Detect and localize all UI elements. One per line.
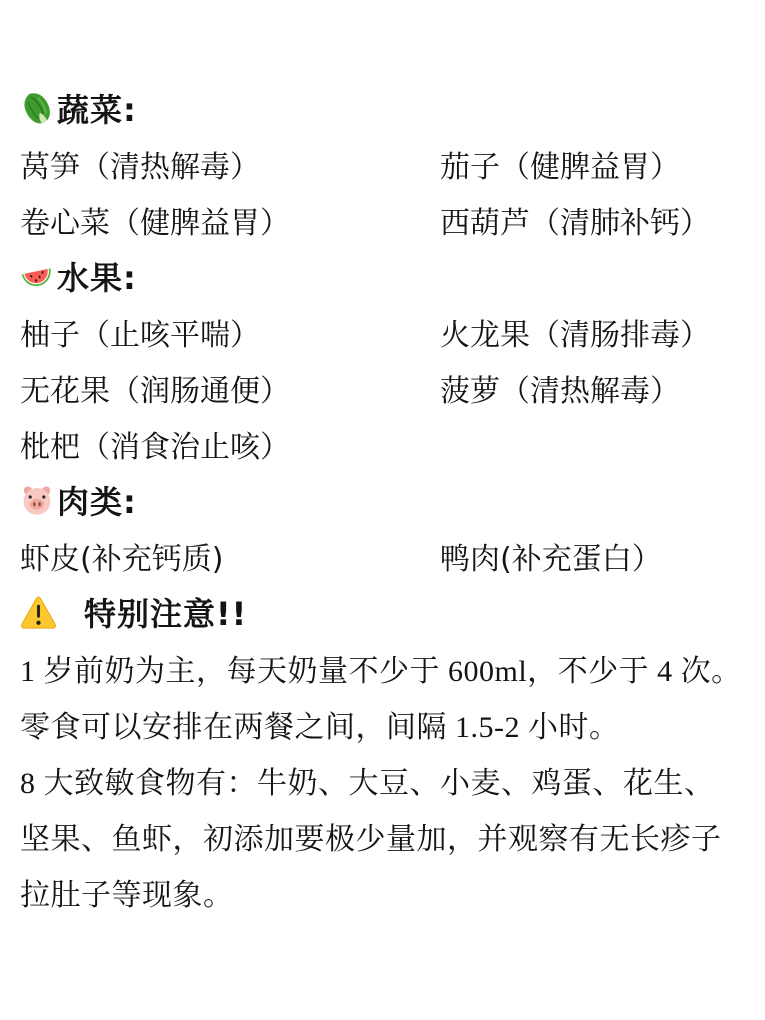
notice-text-line: 坚果、鱼虾，初添加要极少量加，并观察有无长疹子 [20, 823, 722, 856]
food-item: 火龙果（清肠排毒） [440, 318, 710, 353]
food-item: 菠萝（清热解毒） [440, 374, 680, 409]
notice-text-line: 8 大致敏食物有：牛奶、大豆、小麦、鸡蛋、花生、 [20, 767, 715, 800]
food-item: 西葫芦（清肺补钙） [440, 206, 710, 241]
watermelon-icon [20, 259, 54, 293]
notice-text-line: 拉肚子等现象。 [20, 879, 234, 912]
section-title: 肉类: [57, 483, 137, 521]
food-item: 柚子（止咳平喘） [20, 318, 260, 353]
food-row [20, 192, 757, 248]
section-header-fruits [20, 248, 757, 304]
notice-header [20, 584, 757, 640]
food-item: 卷心菜（健脾益胃） [20, 206, 290, 241]
food-item: 莴笋（清热解毒） [20, 150, 260, 185]
food-item: 无花果（润肠通便） [20, 374, 290, 409]
pig-face-icon [20, 483, 54, 517]
food-item: 虾皮(补充钙质) [20, 542, 224, 577]
notice-text-line: 零食可以安排在两餐之间，间隔 1.5-2 小时。 [20, 711, 620, 744]
food-row [20, 304, 757, 360]
food-row [20, 360, 757, 416]
section-header-vegetables [20, 80, 757, 136]
food-item: 枇杷（消食治止咳） [20, 430, 290, 465]
section-title: 蔬菜: [57, 91, 137, 129]
warning-icon [20, 595, 57, 630]
food-row [20, 416, 757, 472]
food-row [20, 528, 757, 584]
leafy-green-icon [20, 91, 54, 125]
section-header-meat [20, 472, 757, 528]
notice-text-line: 1 岁前奶为主，每天奶量不少于 600ml，不少于 4 次。 [20, 655, 742, 688]
food-item: 茄子（健脾益胃） [440, 150, 680, 185]
notice-title: 特别注意!! [84, 595, 248, 633]
food-item: 鸭肉(补充蛋白） [440, 542, 662, 577]
section-title: 水果: [57, 259, 137, 297]
food-row [20, 136, 757, 192]
